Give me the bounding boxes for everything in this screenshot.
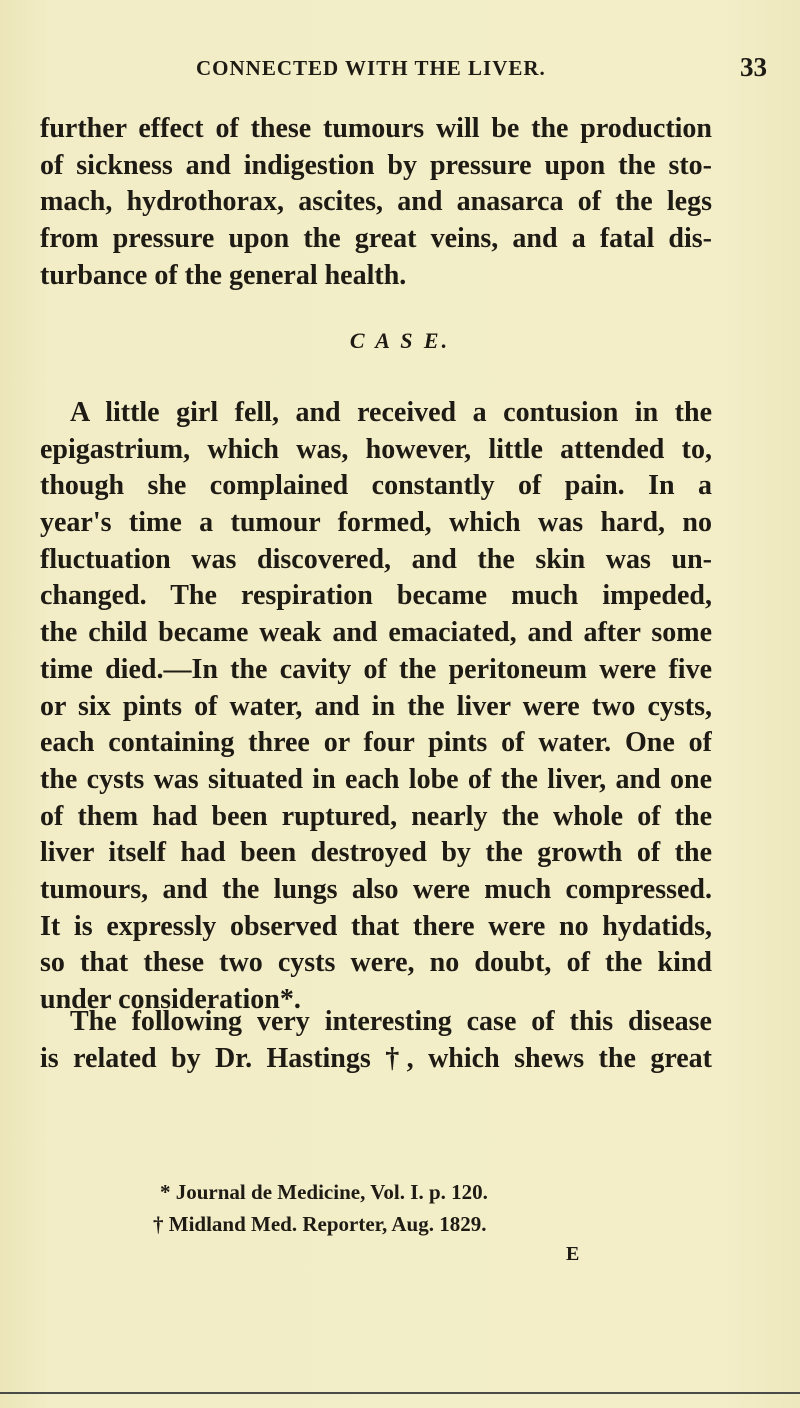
text-line: of them had been ruptured, nearly the whole of the xyxy=(40,800,712,832)
text-line: further effect of these tumours will be the production xyxy=(40,113,712,144)
text-line: fluctuation was discovered, and the skin was un- xyxy=(40,543,712,575)
text-line: The following very interesting case of this disease xyxy=(70,1006,712,1037)
running-head xyxy=(0,48,800,88)
bottom-edge-rule xyxy=(0,1392,800,1394)
case-heading: C A S E. xyxy=(349,328,451,353)
text-line: mach, hydrothorax, ascites, and anasarca of the legs xyxy=(40,186,712,218)
text-line: the cysts was situated in each lobe of the liver, and one xyxy=(40,763,712,795)
text-line: so that these two cysts were, no doubt, of the kind xyxy=(40,947,712,979)
text-line: year's time a tumour formed, which was hard, no xyxy=(40,507,712,539)
text-line: or six pints of water, and in the liver were two cysts, xyxy=(40,690,712,722)
text-line: tumours, and the lungs also were much compressed. xyxy=(40,873,712,905)
signature-mark: E xyxy=(566,1243,580,1265)
page-number: 33 xyxy=(740,52,767,82)
text-line: from pressure upon the great veins, and a fatal dis- xyxy=(40,223,712,255)
text-line: time died.—In the cavity of the peritoneum were five xyxy=(40,653,712,685)
text-line: changed. The respiration became much impeded, xyxy=(40,580,712,612)
text-line: It is expressly observed that there were no hydatids, xyxy=(40,910,712,942)
text-line: A little girl fell, and received a contusion in the xyxy=(70,397,712,428)
text-line: turbance of the general health. xyxy=(40,259,407,291)
footnote: * Journal de Medicine, Vol. I. p. 120. xyxy=(160,1180,488,1204)
text-line: the child became weak and emaciated, and after some xyxy=(40,617,712,649)
text-line: each containing three or four pints of water. One of xyxy=(40,727,712,759)
paragraph-following xyxy=(40,1004,712,1077)
text-line: is related by Dr. Hastings †, which shews the great xyxy=(40,1042,712,1074)
text-line: epigastrium, which was, however, little attended to, xyxy=(40,433,712,465)
text-line: under consideration*. xyxy=(40,984,301,1015)
text-line: liver itself had been destroyed by the growth of the xyxy=(40,837,712,869)
text-line: of sickness and indigestion by pressure upon the sto- xyxy=(40,149,712,181)
running-title: CONNECTED WITH THE LIVER. xyxy=(196,56,546,80)
text-line: though she complained constantly of pain. In a xyxy=(40,470,712,502)
paragraph-continuation xyxy=(40,111,712,294)
footnote: † Midland Med. Reporter, Aug. 1829. xyxy=(153,1212,487,1236)
paragraph-case xyxy=(40,395,712,1019)
